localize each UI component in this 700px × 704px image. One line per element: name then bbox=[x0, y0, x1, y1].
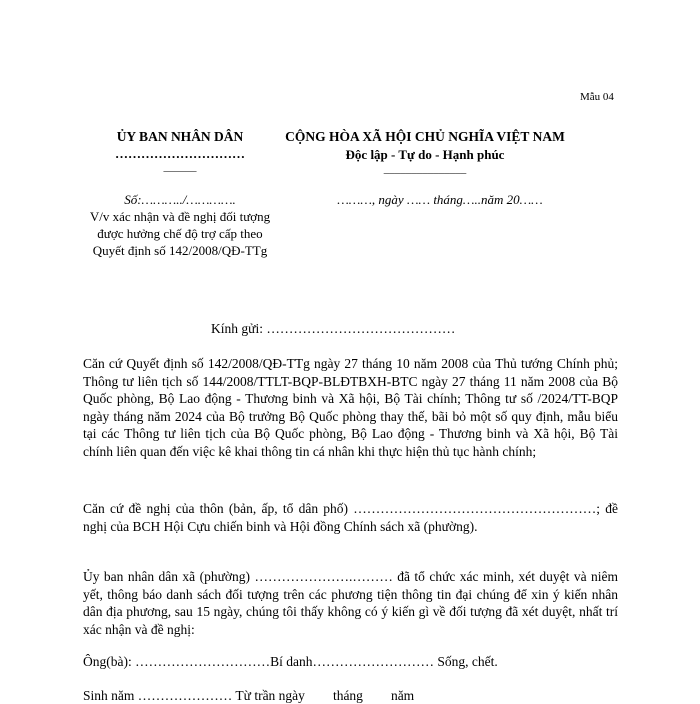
death-month: tháng bbox=[332, 688, 363, 703]
person-line: Ông(bà): …………………………Bí danh……………………… Sống, chết. bbox=[83, 654, 498, 669]
paragraph-legal-basis: Căn cứ Quyết định số 142/2008/QĐ-TTg ngày 27 tháng 10 năm 2008 của Thủ tướng Chính phủ; Thông tư liên tịch số 144/2008/TTLT-BQP-BLĐTBXH-BTC ngày 27 tháng 11 năm 2008 của Bộ Quốc phòng, Bộ Lao động - Thương binh và Xã hội, Bộ Tài chính; Thông tư số /2024/TT-BQP ngày tháng năm 2024 của Bộ trưởng Bộ Quốc phòng thay thế, bãi bỏ một số quy định, mẫu biểu tại các Thông tư liên tịch của Bộ Quốc phòng, Bộ Lao động - Thương binh và Xã hội, Bộ Tài chính liên quan đến việc kê khai thông tin cá nhân khi thực hiện thủ tục hành chính; bbox=[83, 356, 618, 459]
recipient-line: Kính gửi: …………………………………… bbox=[211, 321, 456, 336]
paragraph-verification: Ủy ban nhân dân xã (phường) ………………….……… đã tổ chức xác minh, xét duyệt và niêm yết, thông báo danh sách đối tượng trên các phương tiện thông tin đại chúng để xin ý kiến nhân dân địa phương, sau 15 ngày, chúng tôi thấy không có ý kiến gì về đối tượng đã xét duyệt, nhất trí xác nhận và đề nghị: bbox=[83, 569, 618, 637]
document-number-block bbox=[80, 191, 280, 259]
birth-year-death-day: Sinh năm ………………… Từ trần ngày bbox=[83, 688, 305, 703]
document-subject: V/v xác nhận và đề nghị đối tượng được hưởng chế độ trợ cấp theo Quyết định số 142/2008/QĐ-TTg bbox=[89, 209, 271, 258]
right-header bbox=[280, 128, 570, 174]
date-line: ………, ngày …… tháng…..năm 20…… bbox=[337, 192, 543, 207]
paragraph-proposal-basis: Căn cứ đề nghị của thôn (bản, ấp, tổ dân phố) ………………………………………………; đề nghị của BCH Hội Cựu chiến binh và Hội đồng Chính sách xã (phường). bbox=[83, 501, 618, 534]
death-year: năm bbox=[390, 688, 415, 703]
right-underline: _______________ bbox=[383, 163, 467, 175]
birth-line bbox=[83, 688, 414, 704]
left-header bbox=[95, 128, 265, 172]
motto: Độc lập - Tự do - Hạnh phúc bbox=[345, 147, 505, 162]
form-code: Mẫu 04 bbox=[580, 91, 614, 103]
document-number: Số:………../…………. bbox=[124, 192, 236, 207]
country-name: CỘNG HÒA XÃ HỘI CHỦ NGHĨA VIỆT NAM bbox=[285, 129, 565, 144]
left-underline: ______ bbox=[163, 161, 197, 173]
org-dots: ………………………… bbox=[115, 146, 245, 161]
org-name: ỦY BAN NHÂN DÂN bbox=[116, 129, 244, 144]
